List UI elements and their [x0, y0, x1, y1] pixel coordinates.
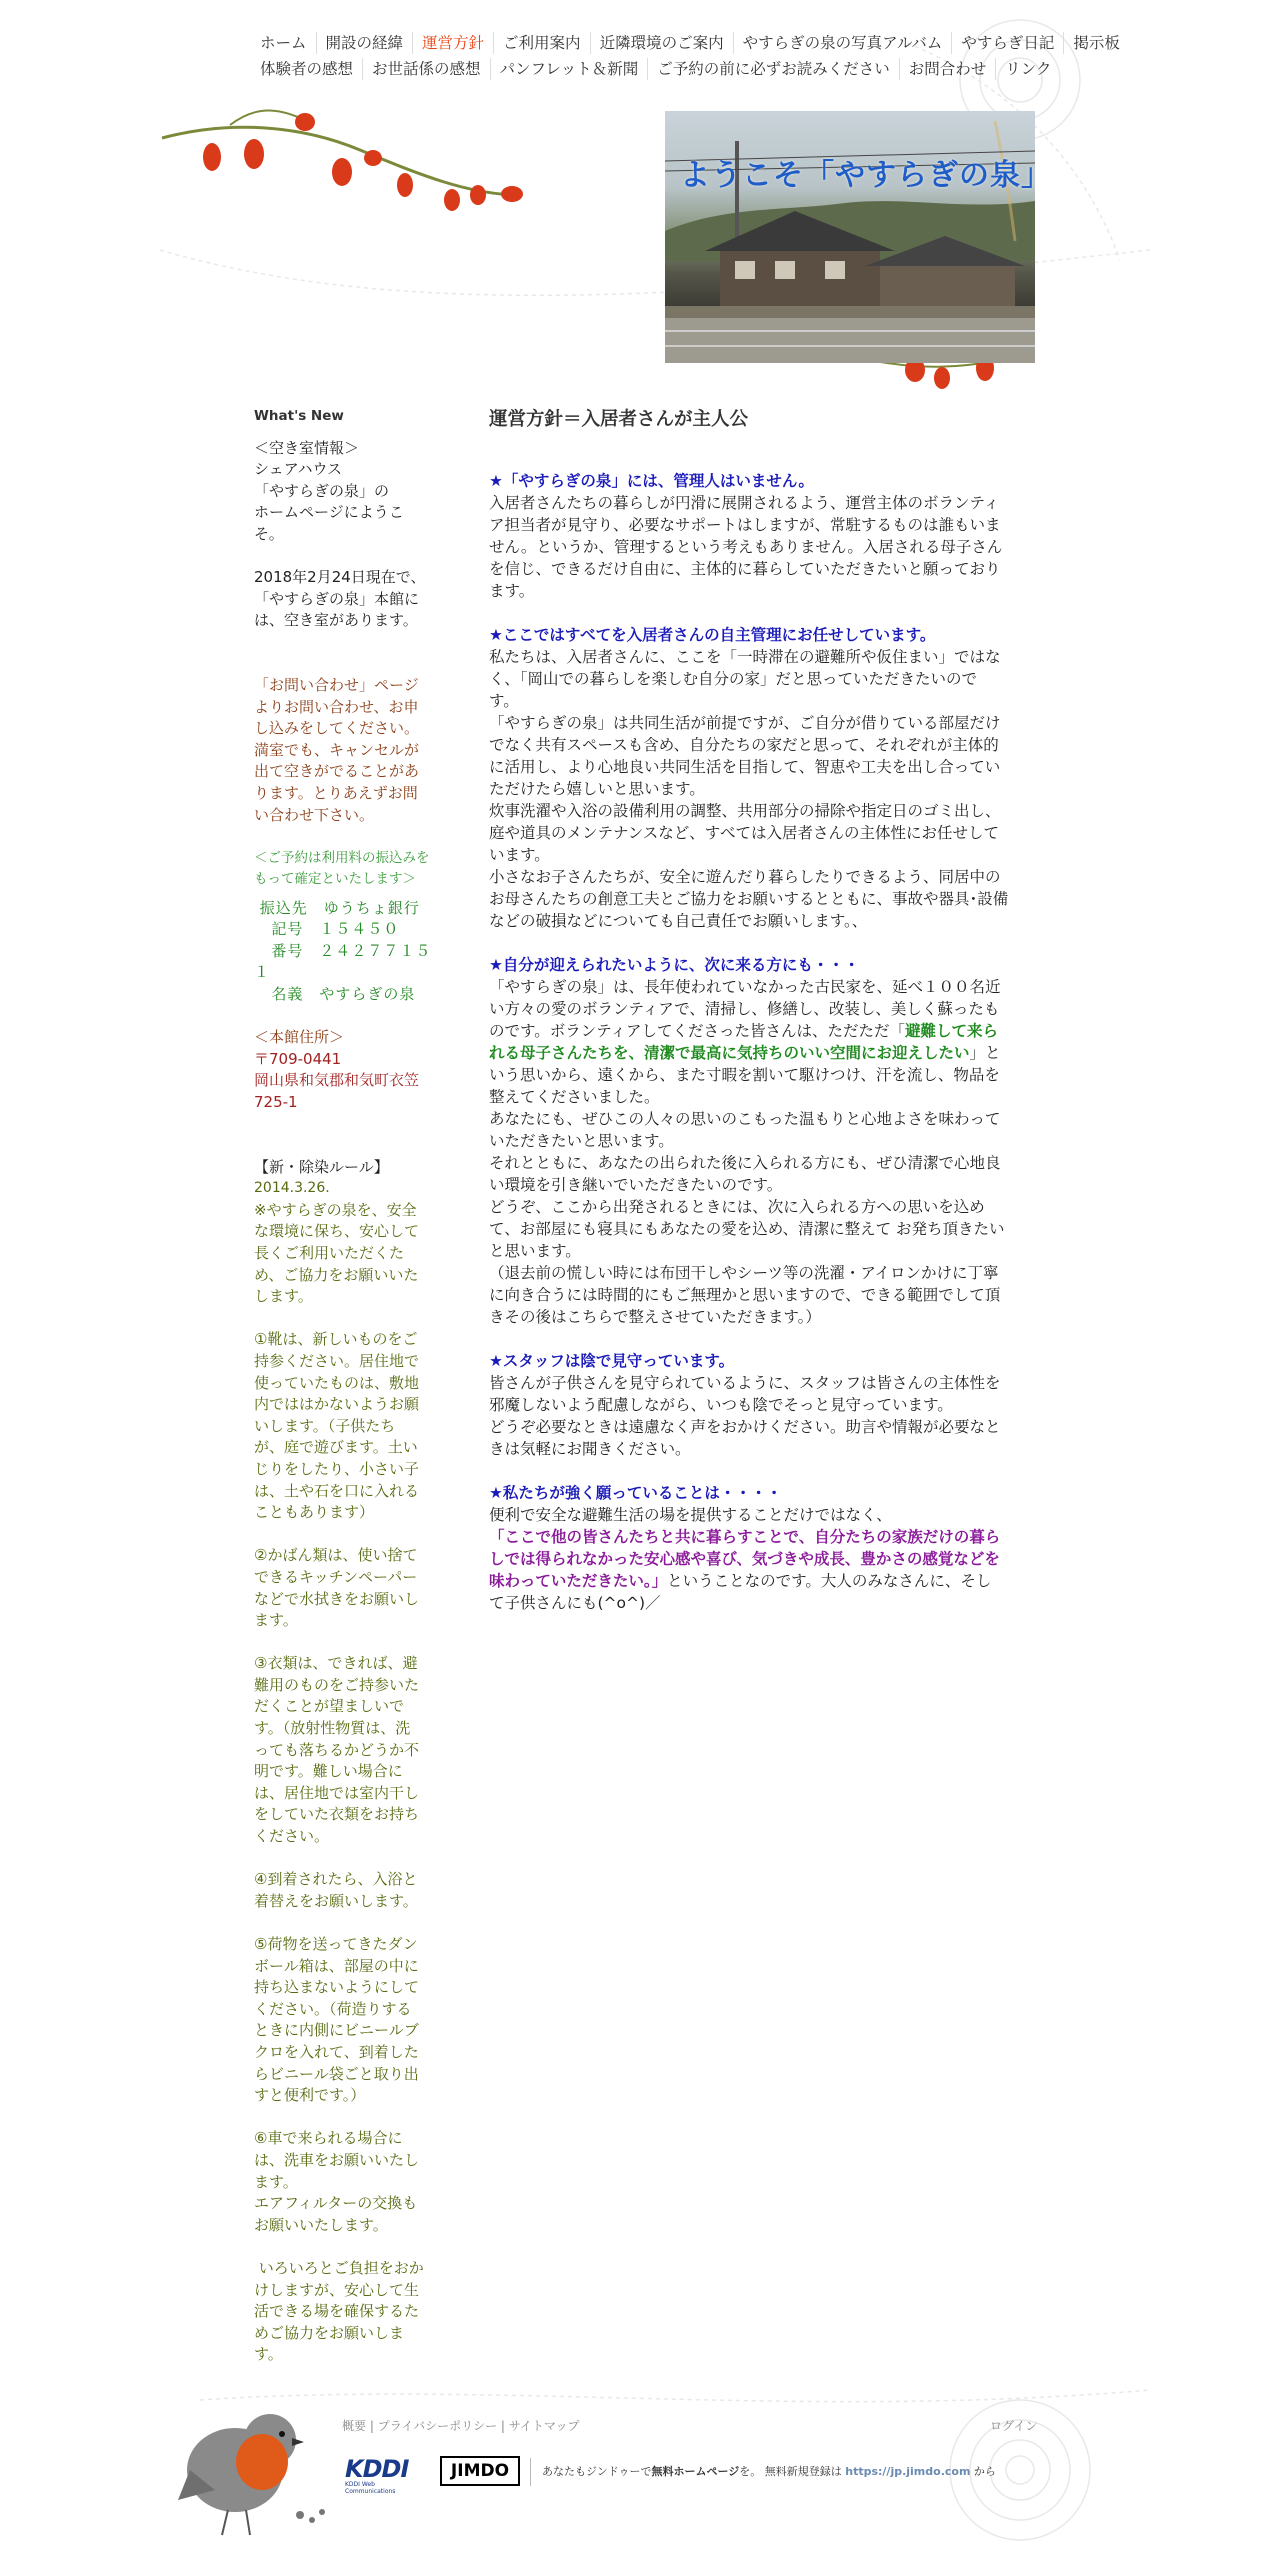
rule-2: ②かばん類は、使い捨て できるキッチンペーパー などで水拭きをお願いし ます。 — [254, 1546, 420, 1630]
promo-text: あなたもジンドゥーで — [542, 2465, 652, 2478]
rule-3: ③衣類は、できれば、避 難用のものをご持参いた だくことが望ましいで す。（放射性物質は、洗 っても落ちるかどうか不 明です。難しい場合に は、居住地では室内干し をしていた衣類をお持ち ください。 — [254, 1654, 420, 1846]
nav-policy[interactable]: 運営方針 — [413, 32, 494, 54]
body-text: 「やすらぎの泉」は、長年使われていなかった古民家を、延べ１００名近 い方々の愛のボランティアで、清掃し、修繕し、改装し、美しく蘇ったも のです。ボランティアしてくださった皆さんは、ただただ「 — [489, 978, 1001, 1040]
nav-row-1 — [258, 30, 1178, 56]
header-photo — [665, 111, 1035, 363]
section-heading: ★「やすらぎの泉」には、管理人はいません。 — [489, 472, 814, 490]
nav-neighborhood[interactable]: 近隣環境のご案内 — [591, 32, 734, 54]
berry-branch-icon — [162, 111, 523, 211]
section-no-manager — [489, 470, 1020, 602]
nav-row-2 — [258, 56, 1178, 82]
rule-intro: ※やすらぎの泉を、安全 な環境に保ち、安心して 長くご利用いただくた め、ご協力をお願いいた します。 — [254, 1200, 420, 1306]
rule-closing: いろいろとご負担をおか けしますが、安心して生 活できる場を確保するた めご協力をお願いしま す。 — [254, 2258, 424, 2364]
section-staff — [489, 1350, 1020, 1460]
section-body — [489, 976, 1020, 1328]
kddi-logo-text: KDDI — [345, 2455, 409, 2483]
section-heading: ★自分が迎えられたいように、次に来る方にも・・・ — [489, 956, 860, 974]
footer-links — [342, 2417, 579, 2434]
robin-bird-icon — [178, 2414, 325, 2535]
emphasis-text: 避難して来ら れる母子さんたちを、清潔で最高に気持ちのいい空間にお迎えしたい — [489, 1022, 999, 1062]
emphasis-text: 「ここで他の皆さんたちと共に暮らすことで、自分たちの家族だけの暮ら しでは得られなかった安心感や喜び、気づきや成長、豊かさの感覚などを 味わっていただきたい。」 — [489, 1528, 1001, 1590]
promo-text: から — [970, 2465, 996, 2478]
section-heading: ★スタッフは陰で見守っています。 — [489, 1352, 735, 1370]
vacancy-status: 2018年2月24日現在で、 「やすらぎの泉」本館に は、空き室があります。 — [254, 568, 426, 630]
nav-caretaker-impressions[interactable]: お世話係の感想 — [363, 58, 491, 80]
section-wishes — [489, 1482, 1020, 1614]
section-body: 私たちは、入居者さんに、ここを「一時滞在の避難所や仮住まい」ではな く、「岡山での暮らしを楽しむ自分の家」だと思っていただきたいので す。 「やすらぎの泉」は共同生活が前提ですが、ご自分が借りている部屋だけ でなく共有スペースも含め、自分たちの家だと思って、それぞれが主体的 に活用し、より心地良い共同生活を目指して、智恵や工夫を出し合ってい ただけたら嬉しいと思います。 炊事洗濯や入浴の設備利用の調整、共用部分の掃除や指定日のゴミ出し、 庭や道具のメンテナンスなど、すべては入居者さんの主体性にお任せして います。 小さなお子さんたちが、安全に遊んだり暮らしたりできるよう、同居中の お母さんたちの創意工夫とご協力をお願いするとともに、事故や器具･設備 などの破損などについても自己責任でお願いします。、 — [489, 648, 1009, 930]
main-navigation — [258, 30, 1178, 82]
sidebar-whats-new — [254, 406, 439, 2387]
jimdo-logo[interactable]: JIMDO — [440, 2456, 520, 2486]
rule-6: ⑥車で来られる場合に は、洗車をお願いいたし ます。 エアフィルターの交換も お願いいたします。 — [254, 2129, 420, 2234]
nav-photo-album[interactable]: やすらぎの泉の写真アルバム — [734, 32, 953, 54]
jimdo-signup-link[interactable]: https://jp.jimdo.com — [845, 2465, 971, 2478]
page-title: 運営方針＝入居者さんが主人公 — [489, 409, 749, 430]
promo-text: を。 無料新規登録は — [739, 2465, 846, 2478]
footer-overview-link[interactable]: 概要 — [342, 2419, 367, 2433]
rule-title: 【新・除染ルール】 — [254, 1157, 389, 1176]
nav-read-before-booking[interactable]: ご予約の前に必ずお読みください — [648, 58, 900, 80]
address-heading: ＜本館住所＞ — [254, 1028, 345, 1047]
body-text: 」と いう思いから、遠くから、また寸暇を割いて駆けつけ、汗を流し、物品を 整えてくださいました。 あなたにも、ぜひこの人々の思いのこもった温もりと心地よさを味わって いただきたいと思います。 それとともに、あなたの出られた後に入られる方にも、ぜひ清潔で心地良 い環境を引き継いでいただきたいのです。 どうぞ、ここから出発されるときには、次に入られる方への思いを込め て、お部屋にも寝具にもあなたの愛を込め、清潔に整えて お発ち頂きたい と思います。 （退去前の慌しい時には布団干しやシーツ等の洗濯・アイロンかけに丁寧 に向き合うには時間的にもご無理かと思いますので、できる範囲でして頂 きその後はこちらで整えさせていただきます。） — [489, 1044, 1005, 1326]
nav-history[interactable]: 開設の経緯 — [317, 32, 414, 54]
main-content — [489, 406, 1020, 1636]
rule-4: ④到着されたら、入浴と 着替えをお願いします。 — [254, 1870, 418, 1910]
footer-divider — [530, 2458, 531, 2486]
jimdo-promo — [542, 2458, 996, 2486]
kddi-logo[interactable] — [345, 2455, 427, 2495]
address: 〒709-0441 岡山県和気郡和気町衣笠 725-1 — [254, 1049, 420, 1112]
nav-pamphlet[interactable]: パンフレット＆新聞 — [491, 58, 649, 80]
vacancy-info: ＜空き室情報＞ シェアハウス 「やすらぎの泉」の ホームページにようこ そ。 — [254, 438, 404, 543]
house-photo-illustration — [665, 111, 1035, 363]
contact-note: 「お問い合わせ」ページ よりお問い合わせ、お申 し込みをしてください。 満室でも、キャンセルが 出て空きがでることがあ ります。とりあえずお問 い合わせ下さい。 — [254, 675, 420, 824]
body-text: 便利で安全な避難生活の場を提供することだけではなく、 — [489, 1506, 892, 1524]
section-self-management — [489, 624, 1020, 932]
nav-usage-guide[interactable]: ご利用案内 — [494, 32, 591, 54]
footer-sitemap-link[interactable]: サイトマップ — [508, 2419, 580, 2433]
nav-testimonials[interactable]: 体験者の感想 — [258, 58, 363, 80]
section-heading: ★ここではすべてを入居者さんの自主管理にお任せしています。 — [489, 626, 936, 644]
section-body: 皆さんが子供さんを見守られているように、スタッフは皆さんの主体性を 邪魔しないよう配慮しながら、いつも陰でそっと見守っています。 どうぞ必要なときは遠慮なく声をおかけください。助言や情報が必要なと きは気軽にお聞きください。 — [489, 1374, 1001, 1458]
nav-home[interactable]: ホーム — [258, 32, 317, 54]
section-next-guests — [489, 954, 1020, 1328]
section-body: 入居者さんたちの暮らしが円滑に展開されるよう、運営主体のボランティ ア担当者が見守り、必要なサポートはしますが、常駐するものは誰もいま せん。というか、管理するという考えもありません。入居される母子さん を信じ、できるだけ自由に、主体的に暮らしていただきたいと願っており ます。 — [489, 494, 1003, 600]
rule-1: ①靴は、新しいものをご 持参ください。居住地で 使っていたものは、敷地 内でははかないようお願 いします。（子供たち が、庭で遊びます。土い じりをしたり、小さい子 は、土や石を口に入れる こともあります） — [254, 1330, 420, 1522]
sidebar-heading: What's New — [254, 408, 344, 424]
site-title: ようこそ「やすらぎの泉」 — [680, 158, 1052, 193]
nav-diary[interactable]: やすらぎ日記 — [952, 32, 1064, 54]
section-body — [489, 1504, 1020, 1614]
body-text: ということなのです。大人のみなさんに、そし て子供さんにも(^o^)／ — [489, 1572, 992, 1612]
footer-separator: | — [366, 2419, 378, 2433]
footer-separator: | — [497, 2419, 509, 2433]
payment-note: ＜ご予約は利用料の振込みを もって確定といたします＞ — [254, 849, 430, 887]
nav-bulletin-board[interactable]: 掲示板 — [1073, 34, 1120, 52]
footer-privacy-link[interactable]: プライバシーポリシー — [377, 2419, 498, 2433]
rule-5: ⑤荷物を送ってきたダン ボール箱は、部屋の中に 持ち込まないようにして ください。（荷造りする ときに内側にビニールブ クロを入れて、到着した らビニール袋ごと取り出 すと便利です。） — [254, 1935, 420, 2105]
promo-text-bold: 無料ホームページ — [651, 2465, 740, 2478]
nav-links[interactable]: リンク — [1005, 60, 1052, 78]
kddi-logo-subtext: KDDI Web Communications — [345, 2481, 396, 2495]
bank-details: 振込先 ゆうちょ銀行 記号 １５４５０ 番号 ２４２７７１５ １ 名義 やすらぎの泉 — [254, 898, 432, 1004]
rule-date: 2014.3.26. — [254, 1180, 330, 1197]
section-heading: ★私たちが強く願っていることは・・・・ — [489, 1484, 782, 1502]
nav-contact[interactable]: お問合わせ — [900, 58, 997, 80]
login-link[interactable]: ログイン — [990, 2419, 1038, 2433]
